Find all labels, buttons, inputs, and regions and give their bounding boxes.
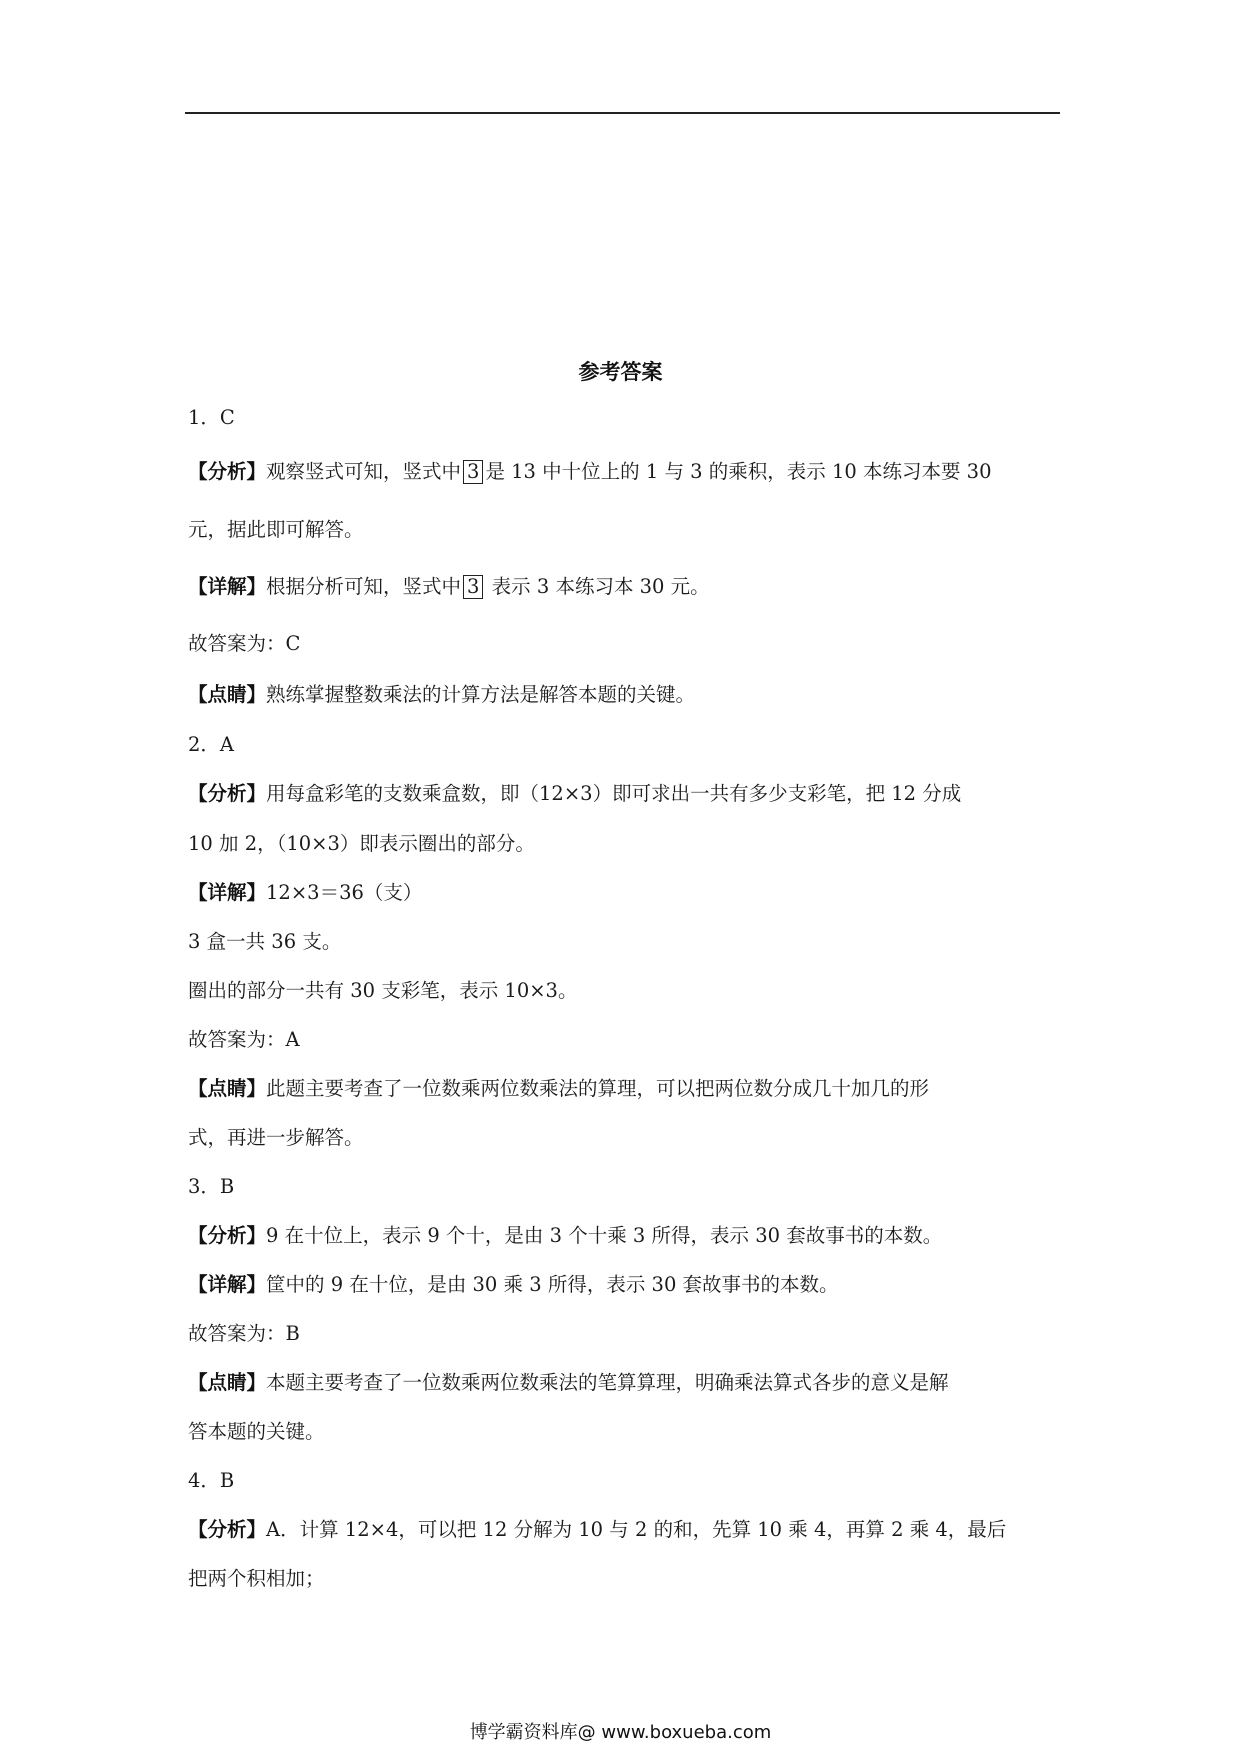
q4-analysis-text: A．计算 12×4，可以把 12 分解为 10 与 2 的和，先算 10 乘 4，再算 2 乘 4，最后 xyxy=(266,1518,1007,1541)
q1-note-text: 熟练掌握整数乘法的计算方法是解答本题的关键。 xyxy=(266,683,696,706)
detail-tag: 【详解】 xyxy=(188,881,267,904)
header-rule xyxy=(185,112,1060,114)
q2-note-continued: 式，再进一步解答。 xyxy=(188,1126,364,1149)
q1-final-answer: 故答案为：C xyxy=(188,632,301,655)
q1-detail-text-pre: 根据分析可知，竖式中 xyxy=(266,575,462,598)
q2-analysis xyxy=(188,780,961,808)
footer-watermark: 博学霸资料库@ www.boxueba.com xyxy=(469,1722,772,1743)
q3-note-continued: 答本题的关键。 xyxy=(188,1420,325,1443)
q1-analysis-text-post: 是 13 中十位上的 1 与 3 的乘积，表示 10 本练习本要 30 xyxy=(485,460,992,483)
q3-analysis-text: 9 在十位上，表示 9 个十，是由 3 个十乘 3 所得，表示 30 套故事书的本数。 xyxy=(266,1224,943,1247)
analysis-tag: 【分析】 xyxy=(188,782,267,805)
q2-analysis-text: 用每盒彩笔的支数乘盒数，即（12×3）即可求出一共有多少支彩笔，把 12 分成 xyxy=(266,782,962,805)
detail-tag: 【详解】 xyxy=(188,1273,267,1296)
q3-detail-text: 筐中的 9 在十位，是由 30 乘 3 所得，表示 30 套故事书的本数。 xyxy=(266,1273,839,1296)
q4-analysis-continued: 把两个积相加； xyxy=(188,1567,325,1590)
q1-detail-boxed-digit: 3 xyxy=(463,575,483,599)
q2-detail-line3: 圈出的部分一共有 30 支彩笔，表示 10×3。 xyxy=(188,979,578,1002)
q1-answer-number: 1．C xyxy=(188,406,235,429)
q3-final-answer: 故答案为：B xyxy=(188,1322,300,1345)
q1-note xyxy=(188,681,695,709)
q3-note-text: 本题主要考查了一位数乘两位数乘法的笔算算理，明确乘法算式各步的意义是解 xyxy=(266,1371,949,1394)
q2-analysis-continued: 10 加 2，（10×3）即表示圈出的部分。 xyxy=(188,832,535,855)
q1-analysis-text-pre: 观察竖式可知，竖式中 xyxy=(266,460,462,483)
q1-boxed-digit: 3 xyxy=(463,460,483,484)
q4-answer-number: 4．B xyxy=(188,1469,235,1492)
q3-detail xyxy=(188,1271,839,1299)
q3-answer-number: 3．B xyxy=(188,1175,235,1198)
q2-final-answer: 故答案为：A xyxy=(188,1028,300,1051)
page-title: 参考答案 xyxy=(578,360,663,384)
q2-note xyxy=(188,1075,929,1103)
q1-detail-text-post: 表示 3 本练习本 30 元。 xyxy=(485,575,710,598)
q2-detail-line2: 3 盒一共 36 支。 xyxy=(188,930,342,953)
note-tag: 【点睛】 xyxy=(188,683,267,706)
q2-answer-number: 2．A xyxy=(188,733,234,756)
q2-detail-text: 12×3＝36（支） xyxy=(266,881,423,904)
q2-detail xyxy=(188,879,422,907)
q4-analysis xyxy=(188,1516,1006,1544)
q1-detail xyxy=(188,573,710,601)
note-tag: 【点睛】 xyxy=(188,1077,267,1100)
q3-analysis xyxy=(188,1222,942,1250)
analysis-tag: 【分析】 xyxy=(188,1518,267,1541)
detail-tag: 【详解】 xyxy=(188,575,267,598)
analysis-tag: 【分析】 xyxy=(188,1224,267,1247)
note-tag: 【点睛】 xyxy=(188,1371,267,1394)
analysis-tag: 【分析】 xyxy=(188,460,267,483)
q1-analysis xyxy=(188,458,992,486)
q3-note xyxy=(188,1369,949,1397)
q1-analysis-continued: 元，据此即可解答。 xyxy=(188,518,364,541)
q2-note-text: 此题主要考查了一位数乘两位数乘法的算理，可以把两位数分成几十加几的形 xyxy=(266,1077,930,1100)
